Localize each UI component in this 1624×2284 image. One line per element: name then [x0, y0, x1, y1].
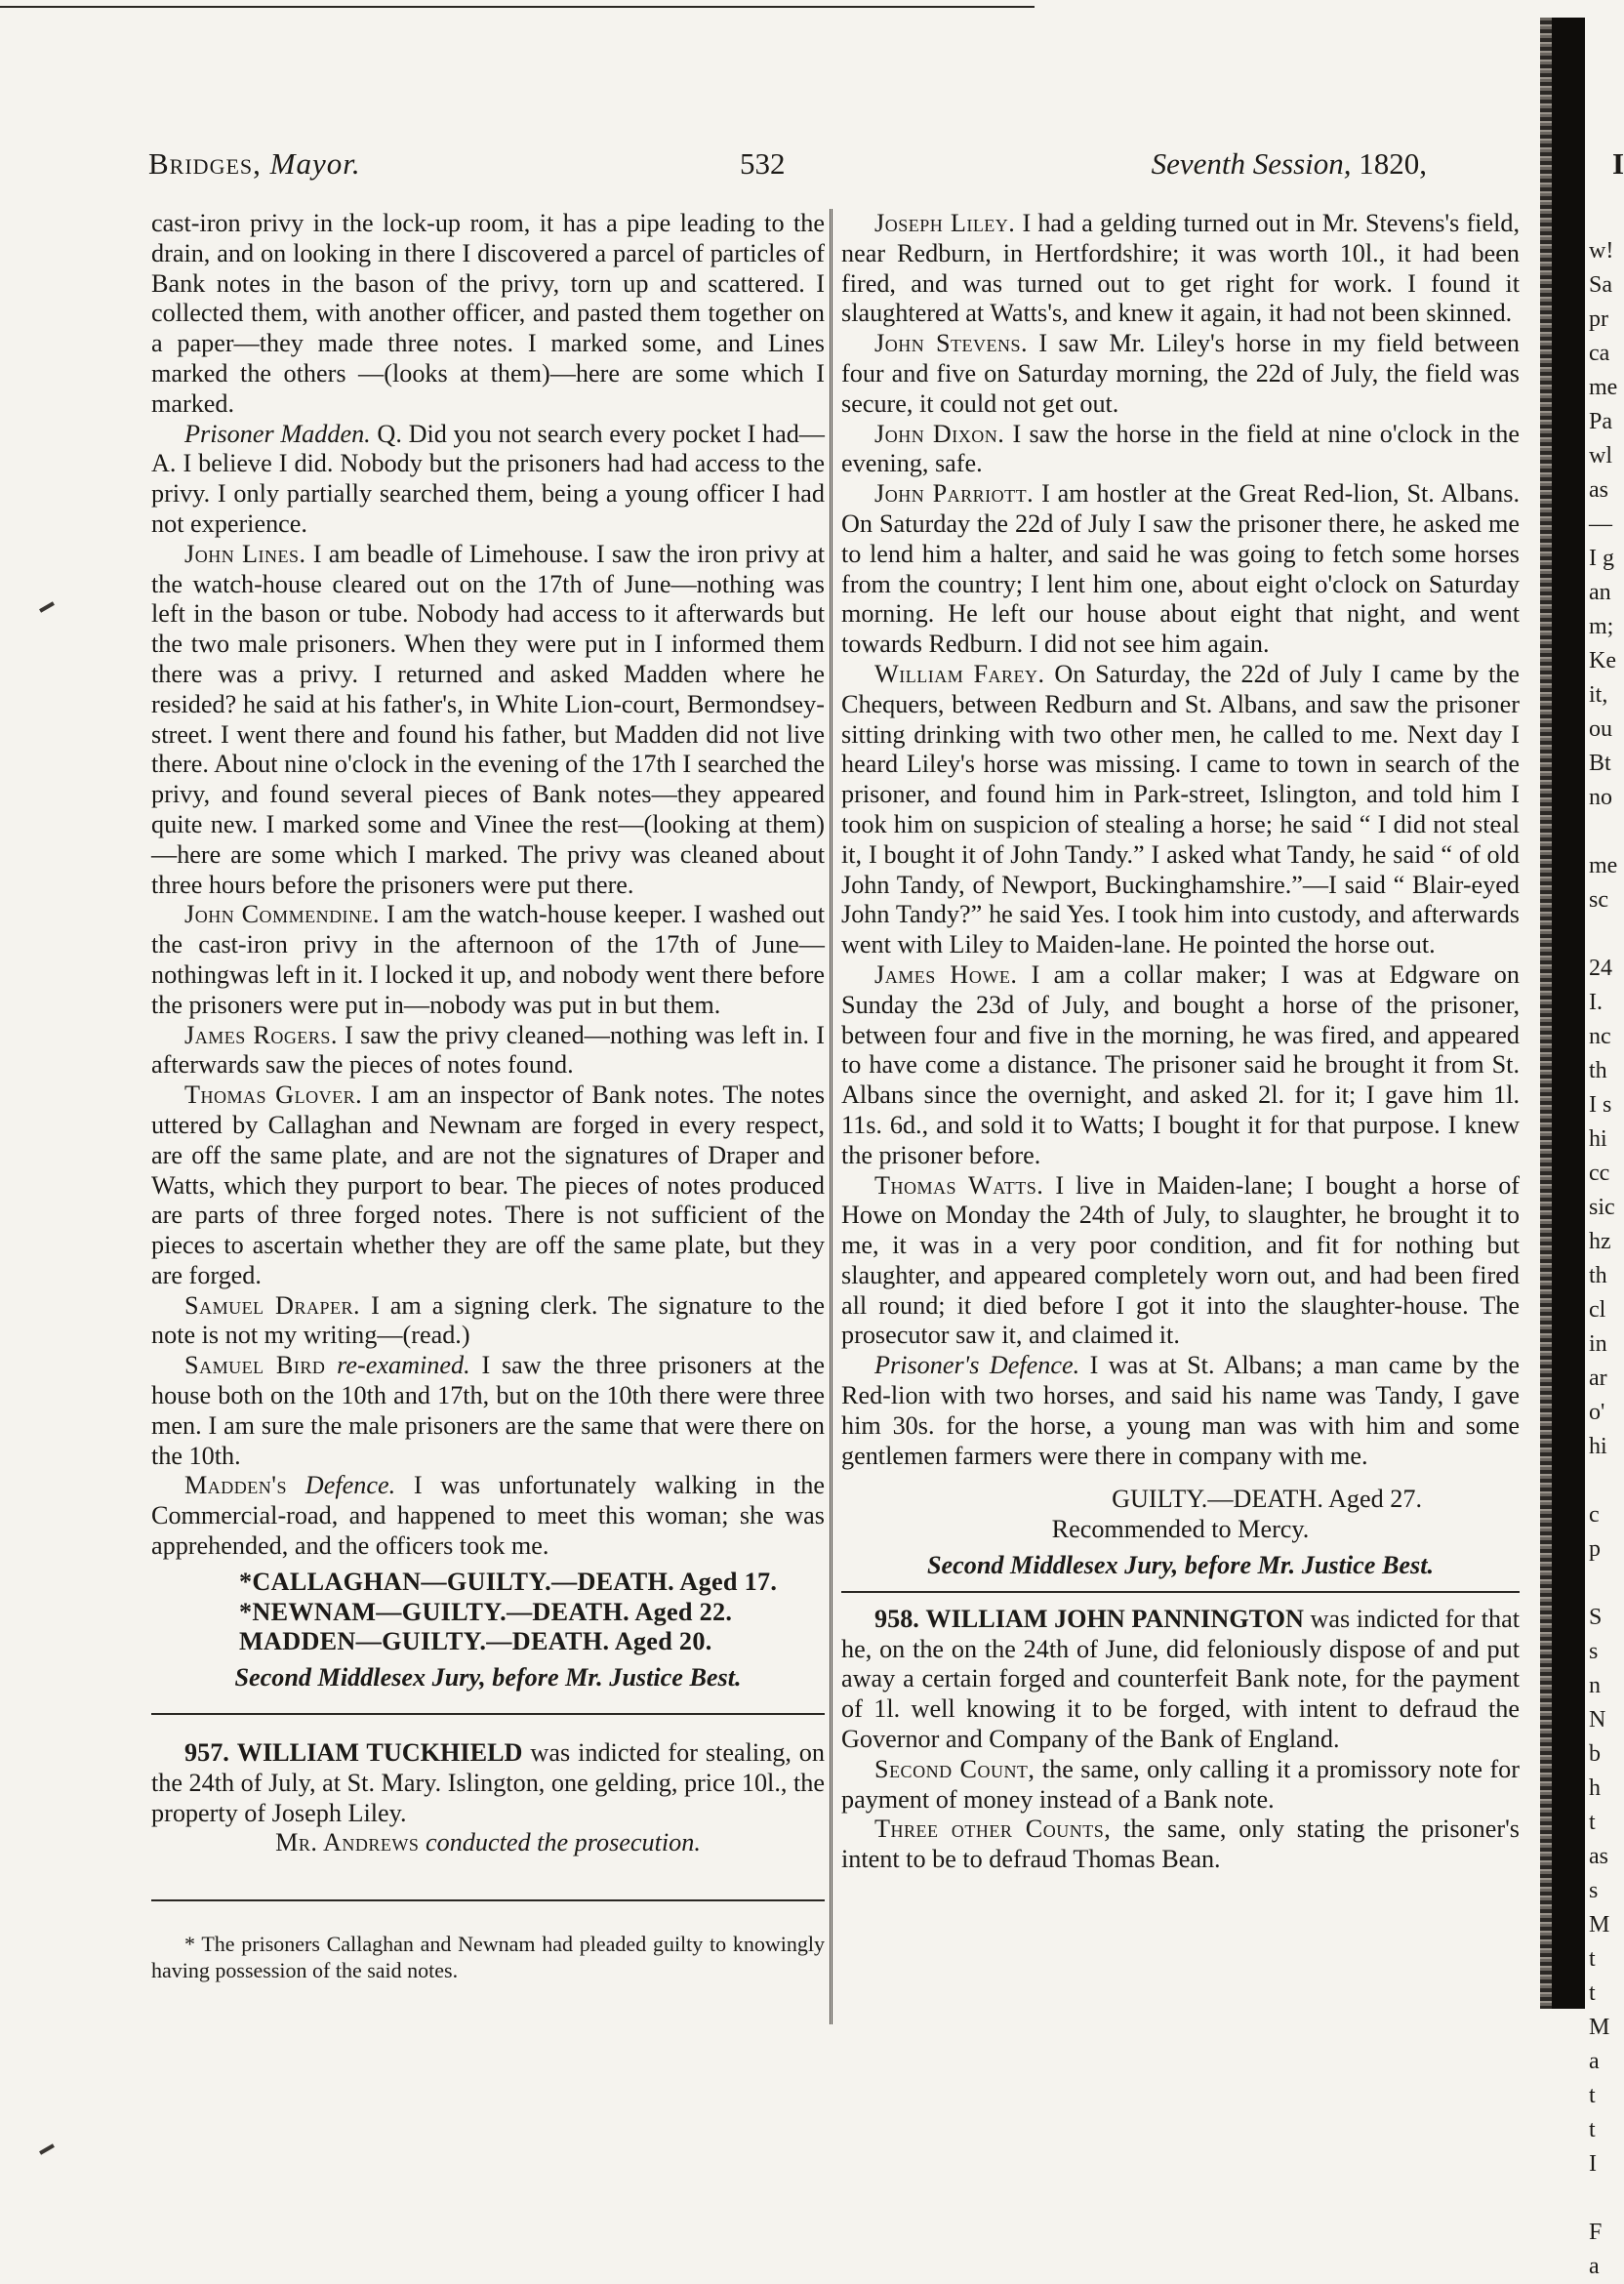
count-text: the same, only stating the prisoner's intent to be to defraud Thomas Bean. — [841, 1815, 1520, 1874]
binding-gutter — [1540, 18, 1552, 2009]
count-label: Three other Counts, — [874, 1815, 1112, 1844]
column-divider — [830, 209, 832, 2024]
jury-line: Second Middlesex Jury, before Mr. Justice Best. — [926, 1551, 1435, 1580]
speaker: Prisoner's Defence. — [874, 1351, 1080, 1380]
margin-mark — [39, 2143, 55, 2154]
testimony-draper — [151, 1291, 825, 1352]
indictment-text: was indicted for that he, on the on the 24th of June, did feloniously dispose of and put away a certain forged and counterfeit Bank note, for the payment of 1l. well knowing it to be forged, with intent to defraud the Governor and Company of the Bank of England. — [841, 1604, 1521, 1754]
verdict-callaghan: *CALLAGHAN—GUILTY.—DEATH. Aged 17. — [239, 1567, 778, 1596]
testimony-text: I saw Mr. Liley's horse in my field between four and five on Saturday morning, the 22d of July, the field was secure, it could not get out. — [841, 329, 1520, 418]
page-number: 532 — [740, 146, 786, 181]
testimony-text: I saw the privy cleaned—nothing was left in. I afterwards saw the pieces of notes found. — [151, 1020, 825, 1080]
testimony-howe — [841, 960, 1520, 1171]
testimony-stevens — [841, 329, 1520, 419]
speaker: John Parriott. — [874, 479, 1035, 509]
counsel-line — [151, 1828, 825, 1858]
three-other-counts — [841, 1815, 1520, 1875]
speaker: Madden's — [184, 1471, 288, 1500]
verdict-madden: MADDEN—GUILTY.—DEATH. Aged 20. — [239, 1627, 712, 1656]
testimony-dixon — [841, 420, 1520, 480]
testimony-text: I am an inspector of Bank notes. The notes uttered by Callaghan and Newnam are forged in every respect, are off the same plate, and are not the signatures of Draper and Watts, which they purport to bear. The pieces of notes produced are parts of three forged notes. There is not sufficient of the pieces to ascertain whether they are off the same plate, but they are forged. — [151, 1081, 826, 1289]
left-column — [151, 209, 825, 1983]
header-session — [1152, 146, 1427, 182]
verdict-newnam: *NEWNAM—GUILTY.—DEATH. Aged 22. — [239, 1597, 733, 1626]
testimony-text: Q. Did you not search every pocket I had—A. I believe I did. Nobody but the prisoners had had access to the privy. I only partially searched them, being a young officer I had not experience. — [151, 419, 825, 538]
testimony-commendine — [151, 900, 825, 1020]
speaker: John Stevens. — [874, 329, 1029, 358]
testimony-continued: cast-iron privy in the lock-up room, it has a pipe leading to the drain, and on looking in there I discovered a parcel of particles of Bank notes in the bason of the privy, torn up and scattered. I collected them, with another officer, and pasted them together on a paper—they made three notes. I marked some, and Lines marked the others —(looks at them)—here are some which I marked. — [151, 209, 825, 418]
footnote: * The prisoners Callaghan and Newnam had pleaded guilty to knowingly having possession of the said notes. — [151, 1932, 825, 1983]
speaker: John Commendine. — [184, 900, 381, 929]
header-mayor — [148, 146, 361, 182]
margin-mark — [39, 601, 55, 612]
second-count — [841, 1755, 1520, 1815]
count-label: Second Count, — [874, 1754, 1035, 1783]
verdict-tuckhield: GUILTY.—DEATH. Aged 27. — [1112, 1485, 1422, 1514]
testimony-bird — [151, 1351, 825, 1471]
defendant-name: WILLIAM TUCKHIELD — [236, 1738, 523, 1768]
testimony-text: I was unfortunately walking in the Commercial-road, and happened to meet this woman; she was apprehended, and the officers took me. — [151, 1471, 826, 1561]
jury-line: Second Middlesex Jury, before Mr. Justice Best. — [234, 1663, 742, 1693]
speaker: Samuel Draper. — [184, 1290, 361, 1320]
speaker: Samuel Bird — [184, 1351, 326, 1380]
testimony-madden — [151, 420, 825, 540]
header-name: Bridges, — [148, 146, 262, 181]
speaker: John Dixon. — [874, 419, 1005, 448]
counsel-name: Mr. Andrews — [275, 1828, 420, 1857]
speaker: John Lines. — [184, 539, 306, 568]
speaker: Prisoner Madden. — [184, 419, 371, 448]
footnote-divider — [151, 1899, 825, 1901]
case-958 — [841, 1605, 1520, 1755]
testimony-text: I am beadle of Limehouse. I saw the iron privy at the watch-house cleared out on the 17th of June—nothing was left in the bason or tube. Nobody had access to it afterwards but the two male prisoners. When they were put in I informed them there was a privy. I returned and asked Madden where he resided? he said at his father's, in White Lion-court, Bermondsey-street. I went there and found his father, but Madden did not live there. About nine o'clock in the evening of the 17th I searched the privy, and found several pieces of Bank notes—they appeared quite new. I marked some and Vinee the rest—(looking at them)—here are some which I marked. The privy was cleaned about three hours before the prisoners were put there. — [151, 539, 825, 899]
speaker: Thomas Watts. — [874, 1170, 1044, 1200]
speaker-tag: re-examined. — [337, 1351, 470, 1380]
speaker: James Howe. — [874, 959, 1018, 989]
case-divider — [151, 1713, 825, 1715]
speaker: James Rogers. — [184, 1020, 338, 1049]
speaker: Joseph Liley. — [874, 209, 1016, 237]
testimony-text: I am a signing clerk. The signature to the note is not my writing—(read.) — [151, 1290, 826, 1350]
mercy-recommendation: Recommended to Mercy. — [1051, 1515, 1310, 1544]
testimony-text: I was at St. Albans; a man came by the Red-lion with two horses, and said his name was Tandy, I gave him 30s. for the horse, a young man was with him and some gentlemen farmers were there in company with me. — [841, 1351, 1521, 1470]
speaker: William Farey. — [874, 659, 1045, 688]
case-number: 958. — [874, 1604, 919, 1633]
testimony-rogers — [151, 1021, 825, 1081]
header-edge-fragment: I — [1612, 146, 1624, 181]
binding-shadow — [1552, 18, 1585, 2009]
right-column — [841, 209, 1520, 1875]
facing-page-fragments: w! Sa pr ca me Pa wl as — I g an m; Ke it, ou Bt no me sc 24 I. nc th I s hi cc sic hz th cl in ar o' hi c p S s n N b h t as s M t t M a t t I F a — [1589, 234, 1619, 2284]
page-header — [148, 146, 1624, 185]
defence-prisoner — [841, 1351, 1520, 1471]
session-label: Seventh Session, — [1151, 146, 1352, 181]
testimony-text: On Saturday, the 22d of July I came by the Chequers, between Redburn and St. Albans, and saw the prisoner sitting drinking with two other men, he called to me. Next day I heard Liley's horse was missing. I came to town in search of the prisoner, and found him in Park-street, Islington, and told him I took him on suspicion of stealing a horse; he said “ I did not steal it, I bought it of John Tandy.” I asked what Tandy, he said “ of old John Tandy, of Newport, Buckinghamshire.”—I said “ Blair-eyed John Tandy?” he said Yes. I took him into custody, and afterwards went with Liley to Maiden-lane. He pointed the horse out. — [841, 659, 1521, 959]
header-title: Mayor. — [269, 146, 361, 181]
defence-madden — [151, 1471, 825, 1561]
testimony-parriott — [841, 479, 1520, 660]
testimony-text: I am a collar maker; I was at Edgware on Sunday the 23d of July, and bought a horse of the prisoner, between four and five in the morning, he was fired, and appeared to have come a distance. The prisoner said he brought it from St. Albans since the overnight, and asked 2l. for it; I gave him 1l. 11s. 6d., and sold it to Watts; I bought it for that purpose. I knew the prisoner before. — [841, 959, 1520, 1169]
testimony-farey — [841, 660, 1520, 960]
case-957 — [151, 1738, 825, 1828]
testimony-glover — [151, 1081, 825, 1291]
testimony-liley — [841, 209, 1520, 329]
session-year: 1820, — [1359, 146, 1427, 181]
speaker: Thomas Glover. — [184, 1081, 363, 1110]
count-text: the same, only calling it a promissory note for payment of money instead of a Bank note. — [841, 1754, 1520, 1814]
testimony-lines — [151, 540, 825, 901]
case-divider — [841, 1591, 1520, 1593]
case-number: 957. — [184, 1738, 229, 1768]
testimony-text: I saw the three prisoners at the house both on the 10th and 17th, but on the 10th there were three men. I am sure the male prisoners are the same that were there on the 10th. — [151, 1351, 826, 1470]
defendant-name: WILLIAM JOHN PANNINGTON — [925, 1604, 1304, 1633]
counsel-tag: conducted the prosecution. — [425, 1828, 701, 1857]
testimony-text: I had a gelding turned out in Mr. Stevens's field, near Redburn, in Hertfordshire; it was worth 10l., it had been fired, and was turned out to get right for work. I found it slaughtered at Watts's, and knew it again, it had not been skinned. — [841, 209, 1521, 328]
speaker-tag: Defence. — [304, 1471, 396, 1500]
top-rule — [0, 6, 1035, 8]
indictment-text: was indicted for stealing, on the 24th of July, at St. Mary. Islington, one gelding, price 10l., the property of Joseph Liley. — [151, 1738, 825, 1827]
testimony-text: I live in Maiden-lane; I bought a horse of Howe on Monday the 24th of July, to slaughter, he brought it to me, it was in a very poor condition, and fit for nothing but slaughter, and appeared completely worn out, and had been fired all round; it died before I got it into the slaughter-house. The prosecutor saw it, and claimed it. — [841, 1170, 1521, 1350]
testimony-text: I am hostler at the Great Red-lion, St. Albans. On Saturday the 22d of July I saw the prisoner there, he asked me to lend him a halter, and said he was going to fetch some horses from the country; I lent him one, about eight o'clock on Saturday morning. He left our house about eight that night, and went towards Redburn. I did not see him again. — [841, 479, 1521, 659]
testimony-text: I am the watch-house keeper. I washed out the cast-iron privy in the afternoon of the 17th of June—nothingwas left in it. I locked it up, and nobody went there before the prisoners were put in—nobody was put in but them. — [151, 900, 825, 1019]
testimony-watts — [841, 1171, 1520, 1352]
testimony-text: I saw the horse in the field at nine o'clock in the evening, safe. — [841, 419, 1521, 478]
